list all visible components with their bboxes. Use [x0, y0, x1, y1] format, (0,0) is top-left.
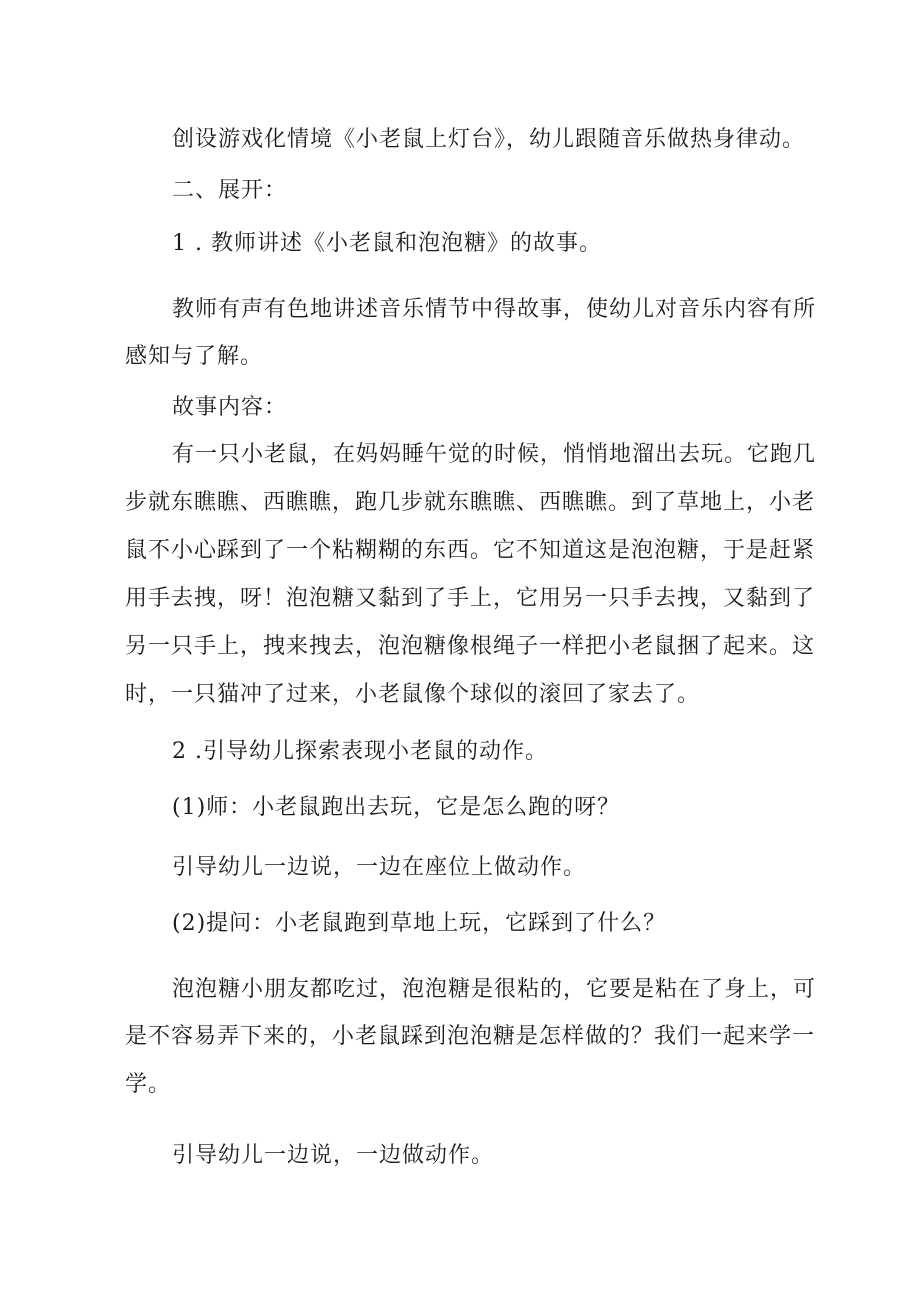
instruction-seat-actions: 引导幼儿一边说，一边在座位上做动作。	[172, 855, 587, 880]
story-line-2: 步就东瞧瞧、西瞧瞧，跑几步就东瞧瞧、西瞧瞧。到了草地上，小老	[125, 490, 816, 515]
paragraph-teacher-story-line-2: 感知与了解。	[125, 344, 264, 369]
paragraph-bubblegum-line-1: 泡泡糖小朋友都吃过，泡泡糖是很粘的，它要是粘在了身上，可	[172, 977, 817, 1002]
step-2-heading: 2 .引导幼儿探索表现小老鼠的动作。	[172, 739, 548, 764]
story-line-3: 鼠不小心踩到了一个粘糊糊的东西。它不知道这是泡泡糖，于是赶紧	[125, 538, 816, 563]
section-heading-expand: 二、展开：	[172, 178, 288, 203]
story-content-label: 故事内容：	[172, 395, 288, 420]
paragraph-bubblegum-line-3: 学。	[125, 1072, 172, 1097]
story-line-4: 用手去拽，呀！泡泡糖又黏到了手上，它用另一只手去拽，又黏到了	[125, 586, 816, 611]
story-line-1: 有一只小老鼠，在妈妈睡午觉的时候，悄悄地溜出去玩。它跑几	[172, 442, 817, 467]
paragraph-bubblegum-line-2: 是不容易弄下来的，小老鼠踩到泡泡糖是怎样做的？我们一起来学一	[125, 1024, 816, 1049]
paragraph-warmup: 创设游戏化情境《小老鼠上灯台》，幼儿跟随音乐做热身律动。	[172, 127, 806, 152]
story-line-6: 时，一只猫冲了过来，小老鼠像个球似的滚回了家去了。	[125, 682, 701, 707]
step-1-heading: 1 . 教师讲述《小老鼠和泡泡糖》的故事。	[172, 231, 602, 256]
instruction-actions: 引导幼儿一边说，一边做动作。	[172, 1143, 495, 1168]
question-2: (2)提问：小老鼠跑到草地上玩，它踩到了什么？	[172, 911, 667, 936]
story-line-5: 另一只手上，拽来拽去，泡泡糖像根绳子一样把小老鼠捆了起来。这	[125, 634, 816, 659]
paragraph-teacher-story-line-1: 教师有声有色地讲述音乐情节中得故事，使幼儿对音乐内容有所	[172, 297, 817, 322]
question-1: (1)师：小老鼠跑出去玩，它是怎么跑的呀？	[172, 795, 621, 820]
